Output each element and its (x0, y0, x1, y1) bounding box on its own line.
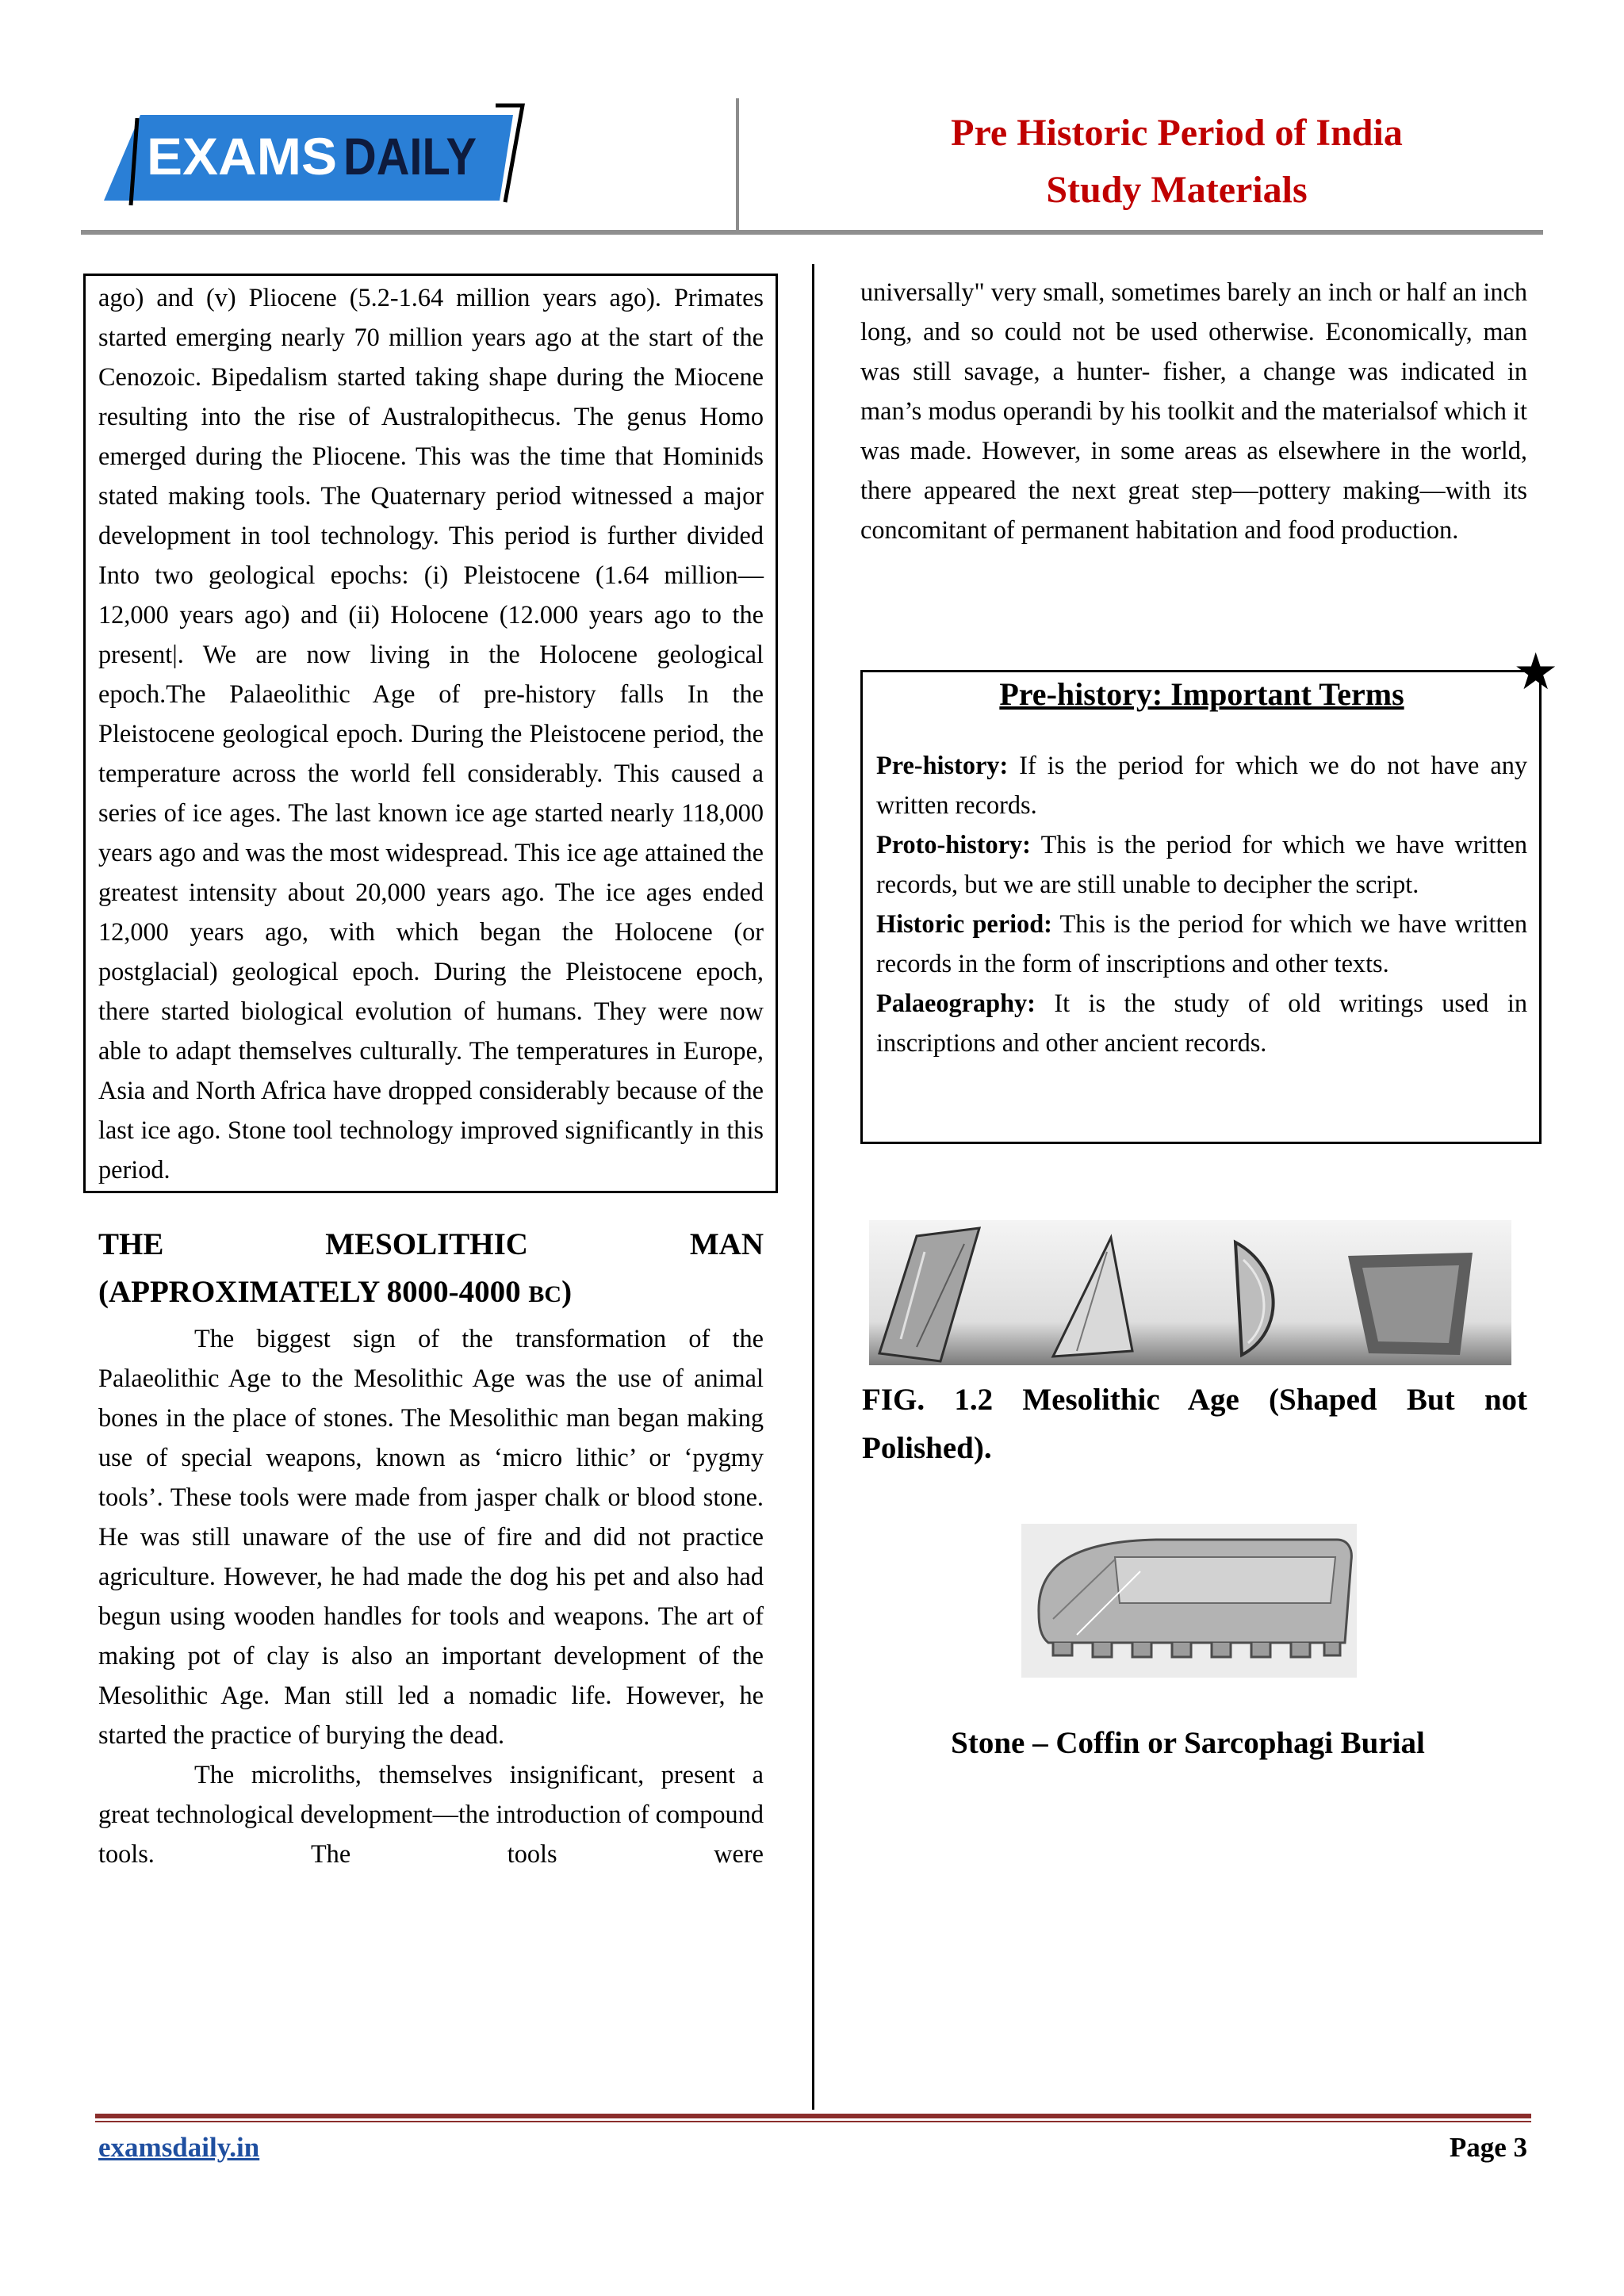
page-title-line2: Study Materials (1046, 169, 1308, 211)
term-label: Pre-history: (876, 751, 1009, 779)
page-number: Page 3 (1449, 2132, 1527, 2163)
term-item-historic-period (876, 904, 1527, 983)
geology-text: ago) and (v) Pliocene (5.2-1.64 million years ago). Primates started emerging nearly 70 million years ago at the start of the Cenozoic. Bipedalism started taking shape during the Miocene resulting into the rise of Australopithecus. The genus Homo emerged during the Pliocene. This was the time that Hominids stated making tools. The Quaternary period witnessed a major development in tool technology. This period is further divided Into two geological epochs: (i) Pleistocene (1.64 million—12,000 years ago) and (ii) Holocene (12.000 years ago to the present|. We are now living in the Holocene geological epoch.The Palaeolithic Age of pre-history falls In the Pleistocene geological epoch. During the Pleistocene period, the temperature across the world fell considerably. This caused a series of ice ages. The last known ice age started nearly 118,000 years ago and was the most widespread. This ice age attained the greatest intensity about 20,000 years ago. The ice ages ended 12,000 years ago, with which began the Holocene (or postglacial) geological epoch. During the Pleistocene epoch, there started biological evolution of humans. They were now able to adapt themselves culturally. The temperatures in Europe, Asia and North Africa have dropped considerably because of the last ice ago. Stone tool technology improved significantly in this period. (98, 283, 764, 1184)
footer-rule-thin (95, 2121, 1531, 2122)
mesolithic-heading-bc: BC (528, 1281, 562, 1307)
mesolithic-paragraph-2: The microliths, themselves insignificant, present a great technological development—the introduction of compound tools. The tools were (98, 1760, 764, 1868)
term-definition: It is the study of old writings used in inscriptions and other ancient records. (876, 989, 1527, 1057)
term-label: Palaeography: (876, 989, 1036, 1017)
term-definition: If is the period for which we do not have any written records. (876, 751, 1527, 819)
trapezoid-tool (1348, 1253, 1473, 1355)
mesolithic-heading-dates: (APPROXIMATELY 8000-4000 (98, 1275, 529, 1309)
important-terms-box (860, 670, 1542, 1144)
mesolithic-tools-figure (869, 1220, 1511, 1365)
geology-text-box (83, 274, 778, 1193)
mesolithic-heading-line2 (98, 1269, 764, 1318)
figure-caption (862, 1376, 1527, 1472)
page-title (860, 105, 1494, 219)
coffin-shape (1039, 1540, 1351, 1657)
star-icon: ★ (1513, 643, 1559, 702)
figure-caption-line1: FIG. 1.2 Mesolithic Age (Shaped But not (862, 1383, 1527, 1417)
page-title-line1: Pre Historic Period of India (951, 112, 1403, 154)
mesolithic-paragraph-1: The biggest sign of the transformation of the Palaeolithic Age to the Mesolithic Age was the use of animal bones in the place of stones. The Mesolithic man began making use of special weapons, known as ‘micro lithic’ or ‘pygmy tools’. These tools were made from jasper chalk or blood stone. He was still unaware of the use of fire and did not practice agriculture. However, he had made the dog his pet and also had begun using wooden handles for tools and weapons. The art of making pot of clay is also an important development of the Mesolithic Age. Man still led a nomadic life. However, he started the practice of burying the dead. (98, 1324, 764, 1749)
logo-word-daily: DAILY (343, 127, 477, 186)
term-item-proto-history (876, 825, 1527, 904)
mesolithic-heading-close: ) (561, 1275, 573, 1309)
term-item-palaeography (876, 983, 1527, 1062)
important-terms-title: Pre-history: Important Terms (999, 676, 1404, 712)
important-terms-list (876, 745, 1527, 1062)
stone-coffin-figure (1021, 1524, 1357, 1678)
term-label: Proto-history: (876, 830, 1031, 859)
header-rule (81, 230, 1543, 235)
coffin-caption: Stone – Coffin or Sarcophagi Burial (951, 1726, 1425, 1760)
exams-daily-logo (99, 99, 527, 210)
term-definition: This is the period for which we have written records, but we are still unable to decipher the script. (876, 830, 1527, 898)
mesolithic-heading (98, 1221, 764, 1318)
mesolithic-heading-line1: THE MESOLITHIC MAN (98, 1227, 764, 1261)
footer-site-link[interactable]: examsdaily.in (98, 2132, 260, 2163)
term-label: Historic period: (876, 909, 1052, 938)
figure-caption-line2: Polished). (862, 1431, 992, 1465)
microlith-paragraph: universally" very small, sometimes barely an inch or half an inch long, and so could not be used otherwise. Economically, man was still savage, a hunter- fisher, a change was indicated in man’s modus operandi by his toolkit and the materialsof which it was made. However, in some areas as elsewhere in the world, there appeared the next great step—pottery making—with its concomitant of permanent habitation and food production. (860, 277, 1527, 544)
header-divider (736, 98, 739, 230)
term-definition: This is the period for which we have written records in the form of inscriptions and other texts. (876, 909, 1527, 978)
logo-word-exams: EXAMS (147, 127, 337, 186)
term-item-pre-history (876, 745, 1527, 825)
footer-rule (95, 2114, 1531, 2118)
column-divider (812, 264, 814, 2110)
left-column (83, 274, 778, 1873)
